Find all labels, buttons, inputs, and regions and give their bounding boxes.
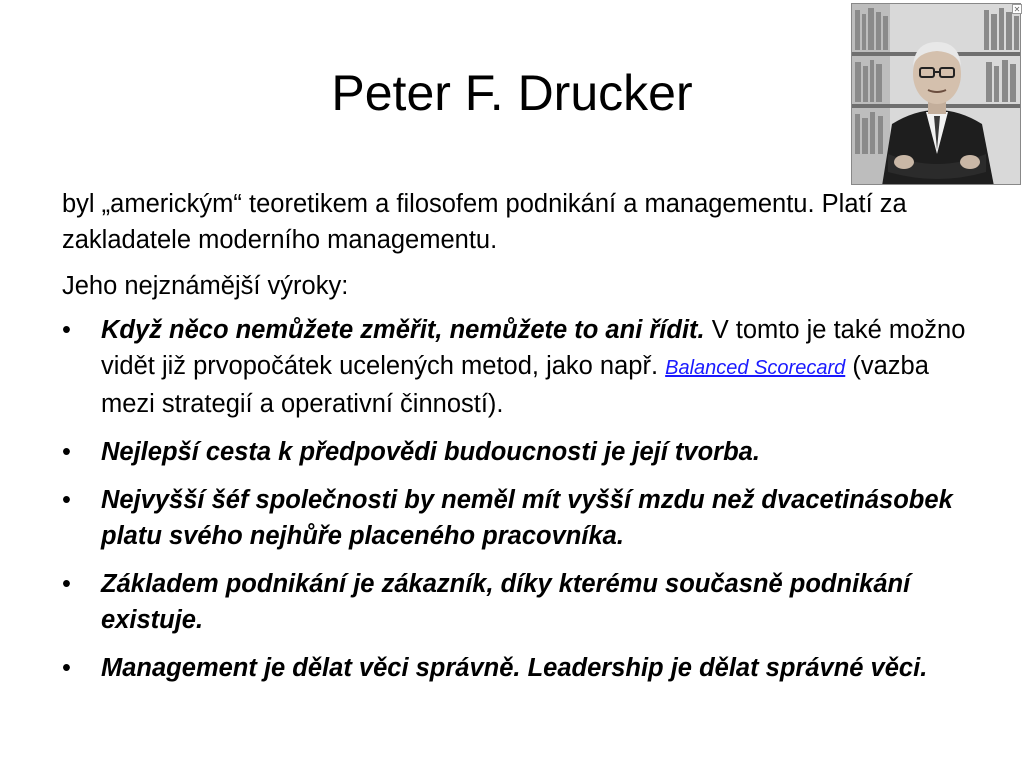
quote-2: Nejlepší cesta k předpovědi budoucnosti je její tvorba. (101, 438, 760, 466)
bullet-icon: • (62, 654, 71, 682)
portrait-image (852, 4, 1021, 185)
list-item (62, 434, 982, 470)
list-item (62, 650, 982, 686)
photo-close-icon[interactable]: ✕ (1013, 5, 1021, 14)
list-item (62, 566, 982, 638)
bullet-icon: • (62, 316, 71, 344)
slide-body (62, 186, 982, 698)
intro-paragraph: byl „americkým“ teoretikem a filosofem podnikání a managementu. Platí za zakladatele moderního managementu. (62, 190, 907, 254)
bullet-icon: • (62, 570, 71, 598)
balanced-scorecard-link[interactable]: Balanced Scorecard (665, 357, 846, 379)
quote-1-bold: Když něco nemůžete změřit, nemůžete to ani řídit. (101, 316, 705, 344)
quotes-heading: Jeho nejznámější výroky: (62, 272, 349, 300)
quote-1-after: (vazba mezi strategií a operativní činností). (101, 352, 929, 418)
bullet-icon: • (62, 438, 71, 466)
quote-1-text: V tomto je také možno vidět již prvopočátek ucelených metod, jako např. (101, 316, 966, 380)
slide-title: Peter F. Drucker (331, 65, 693, 121)
quote-4: Základem podnikání je zákazník, díky kterému současně podnikání existuje. (101, 570, 911, 634)
list-item (62, 482, 982, 554)
quote-3: Nejvyšší šéf společnosti by neměl mít vyšší mzdu než dvacetinásobek platu svého nejhůře placeného pracovníka. (101, 486, 953, 550)
portrait-photo (851, 3, 1021, 185)
bullet-icon: • (62, 486, 71, 514)
quote-5: Management je dělat věci správně. Leadership je dělat správné věci. (101, 654, 928, 682)
quotes-list (62, 312, 982, 686)
list-item (62, 312, 982, 422)
